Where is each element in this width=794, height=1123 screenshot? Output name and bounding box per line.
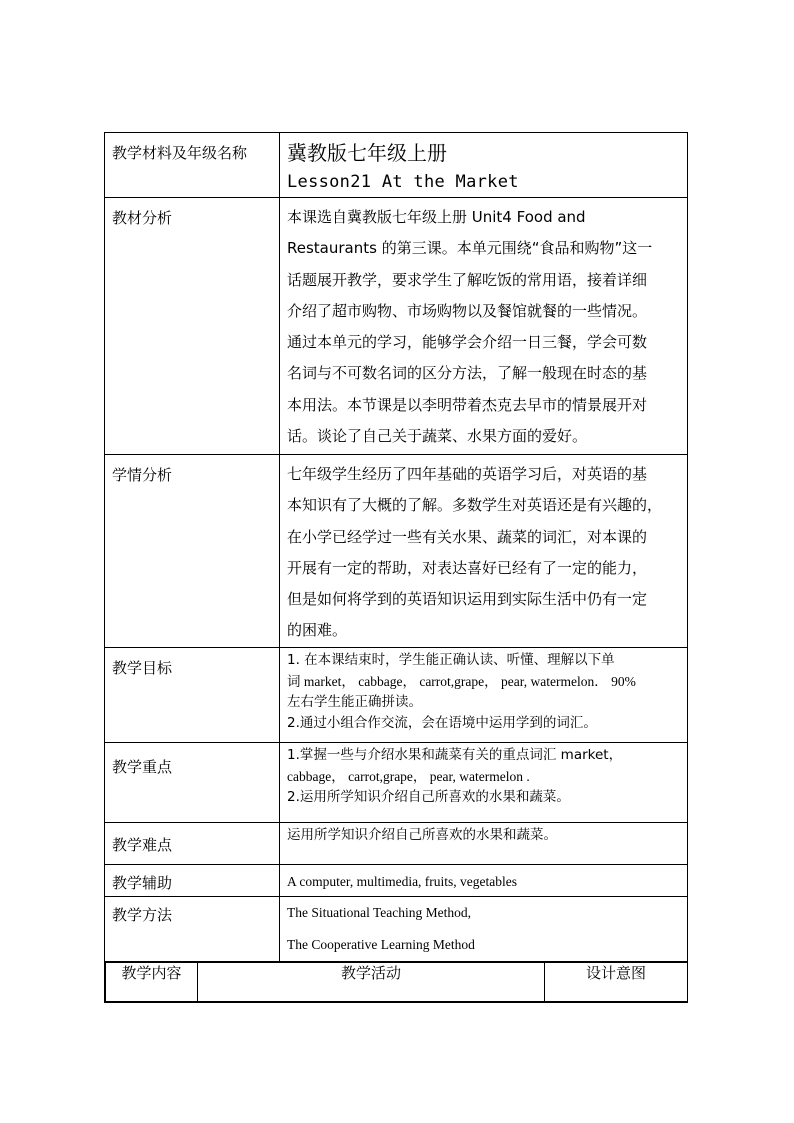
text-line: 词 market， cabbage， carrot,grape， pear, watermelon． 90%: [287, 674, 636, 689]
text-line: cabbage， carrot,grape， pear, watermelon .: [287, 769, 530, 784]
text-line: 通过本单元的学习，能够学会介绍一日三餐，学会可数: [287, 333, 648, 352]
row-label: 教学材料及年级名称: [112, 144, 248, 162]
row-aids: [105, 865, 688, 897]
text-line: 本知识有了大概的了解。多数学生对英语还是有兴趣的，: [287, 496, 663, 515]
label-cell: [105, 455, 280, 648]
text-line: 话。谈论了自己关于蔬菜、水果方面的爱好。: [287, 427, 588, 446]
row-difficult-points: [105, 823, 688, 865]
header-cell: [105, 962, 688, 1003]
text-line: 本课选自冀教版七年级上册 Unit4 Food and: [287, 208, 586, 226]
content-cell: [280, 823, 688, 865]
text-line: A computer, multimedia, fruits, vegetables: [287, 874, 518, 889]
row-label: 学情分析: [112, 466, 173, 484]
content-cell: [280, 198, 688, 455]
row-label: 教学辅助: [112, 874, 173, 892]
header-col-intent: 设计意图: [545, 963, 688, 1002]
text-line: 1. 在本课结束时，学生能正确认读、听懂、理解以下单: [287, 652, 615, 668]
header-col-activities: 教学活动: [198, 963, 545, 1002]
content-cell: [280, 455, 688, 648]
row-label: 教材分析: [112, 209, 173, 227]
lesson-plan-table: [104, 132, 688, 1003]
row-key-points: [105, 743, 688, 823]
text-line: 2.运用所学知识介绍自己所喜欢的水果和蔬菜。: [287, 789, 570, 805]
content-cell: [280, 865, 688, 897]
row-analysis: [105, 198, 688, 455]
label-cell: [105, 648, 280, 743]
row-label: 教学难点: [112, 836, 173, 854]
title-english: Lesson21 At the Market: [287, 172, 519, 192]
text-line: 名词与不可数名词的区分方法，了解一般现在时态的基: [287, 364, 648, 383]
content-cell: [280, 648, 688, 743]
content-cell: [280, 897, 688, 962]
text-line: 介绍了超市购物、市场购物以及餐馆就餐的一些情况。: [287, 301, 648, 320]
header-col-content: 教学内容: [106, 963, 198, 1002]
row-goals: [105, 648, 688, 743]
text-line: 1.掌握一些与介绍水果和蔬菜有关的重点词汇 market，: [287, 747, 623, 763]
row-material: [105, 133, 688, 198]
label-cell: [105, 865, 280, 897]
label-cell: [105, 133, 280, 198]
label-cell: [105, 198, 280, 455]
text-line: 但是如何将学到的英语知识运用到实际生活中仍有一定: [287, 590, 648, 609]
header-inner-table: [105, 962, 688, 1002]
text-line: 七年级学生经历了四年基础的英语学习后，对英语的基: [287, 465, 648, 483]
label-cell: [105, 823, 280, 865]
text-line: 开展有一定的帮助，对表达喜好已经有了一定的能力，: [287, 558, 648, 577]
row-label: 教学方法: [112, 906, 173, 924]
row-methods: [105, 897, 688, 962]
text-line: 本用法。本节课是以李明带着杰克去早市的情景展开对: [287, 395, 648, 414]
text-line: The Situational Teaching Method,: [287, 905, 472, 920]
text-line: The Cooperative Learning Method: [287, 937, 475, 952]
title-chinese: 冀教版七年级上册: [287, 141, 447, 165]
text-line: 在小学已经学过一些有关水果、蔬菜的词汇，对本课的: [287, 527, 648, 546]
row-students: [105, 455, 688, 648]
row-header: [105, 962, 688, 1003]
text-line: 左右学生能正确拼读。: [287, 694, 422, 710]
row-label: 教学目标: [112, 659, 173, 677]
row-label: 教学重点: [112, 758, 173, 776]
text-line: 的困难。: [287, 621, 348, 640]
text-line: Restaurants 的第三课。本单元围绕“食品和购物”这一: [287, 239, 653, 258]
content-cell: [280, 743, 688, 823]
text-line: 运用所学知识介绍自己所喜欢的水果和蔬菜。: [287, 827, 557, 843]
text-line: 2.通过小组合作交流，会在语境中运用学到的词汇。: [287, 715, 597, 731]
label-cell: [105, 743, 280, 823]
label-cell: [105, 897, 280, 962]
content-cell: [280, 133, 688, 198]
text-line: 话题展开教学，要求学生了解吃饭的常用语，接着详细: [287, 270, 648, 289]
